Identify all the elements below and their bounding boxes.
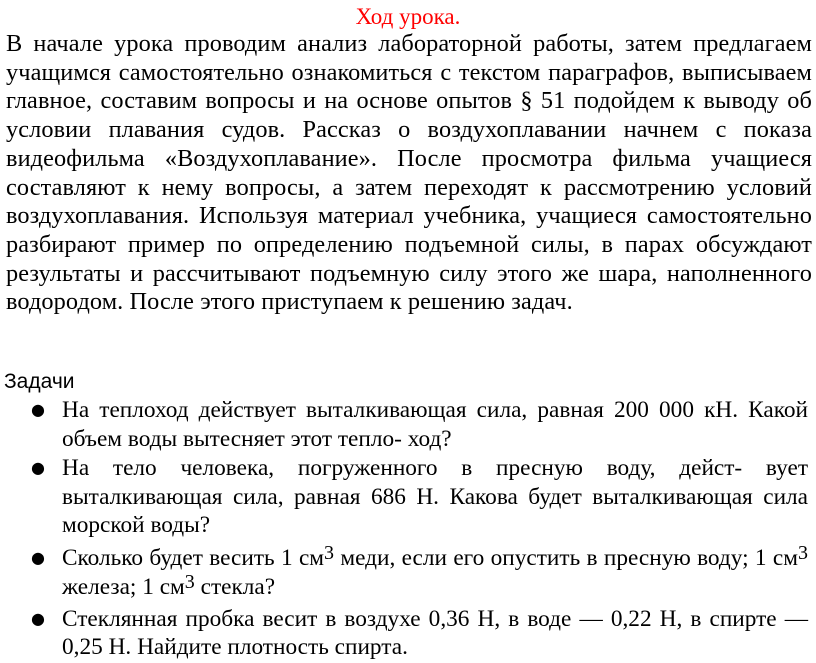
task-list: [0, 396, 816, 663]
bullet-icon: ●: [31, 608, 45, 628]
task-text-part: Сколько будет весить 1 см: [62, 544, 325, 571]
list-item: [0, 396, 816, 453]
superscript: 3: [797, 541, 808, 564]
task-text-part: железа; 1 см: [62, 574, 185, 600]
bullet-icon: ●: [31, 458, 45, 477]
bullet-icon: ●: [31, 547, 45, 567]
list-item: [0, 541, 816, 603]
task-text: На теплоход действует выталкивающая сила, равная 200 000 кН. Какой объем воды вытесняет этот тепло- ход?: [62, 397, 808, 452]
intro-paragraph: В начале урока проводим анализ лабораторной работы, затем предлагаем учащимся самостоятельно ознакомиться с текстом параграфов, выписываем главное, составим вопросы и на основе опытов § 51 подойдем к выводу об условии плавания судов. Рассказ о воздухоплавании начнем с показа видеофильма «Воздухоплавание». После просмотра фильма учащиеся составляют к нему вопросы, а затем переходят к рассмотрению условий воздухоплавания. Используя материал учебника, учащиеся самостоятельно разбирают пример по определению подъемной силы, в парах обсуждают результаты и рассчитывают подъемную силу этого же шара, наполненного водородом. После этого приступаем к решению задач.: [6, 30, 812, 316]
task-text-part: стекла?: [194, 574, 276, 600]
superscript: 3: [324, 541, 335, 564]
task-text: Стеклянная пробка весит в воздухе 0,36 Н, в воде — 0,22 Н, в спирте — 0,25 Н. Найдите плотность спирта.: [62, 605, 808, 660]
bullet-icon: ●: [31, 400, 45, 419]
lesson-title: Ход урока.: [355, 4, 461, 29]
list-item: [0, 605, 816, 662]
tasks-heading: Задачи: [4, 370, 75, 393]
list-item: [0, 454, 816, 540]
superscript: 3: [184, 571, 195, 593]
task-text-part: меди, если его опустить в пресную воду; 1 см: [334, 544, 798, 571]
task-text: На тело человека, погруженного в пресную воду, дейст- вует выталкивающая сила, равная 686 Н. Какова будет выталкивающая сила морской воды?: [62, 455, 808, 538]
